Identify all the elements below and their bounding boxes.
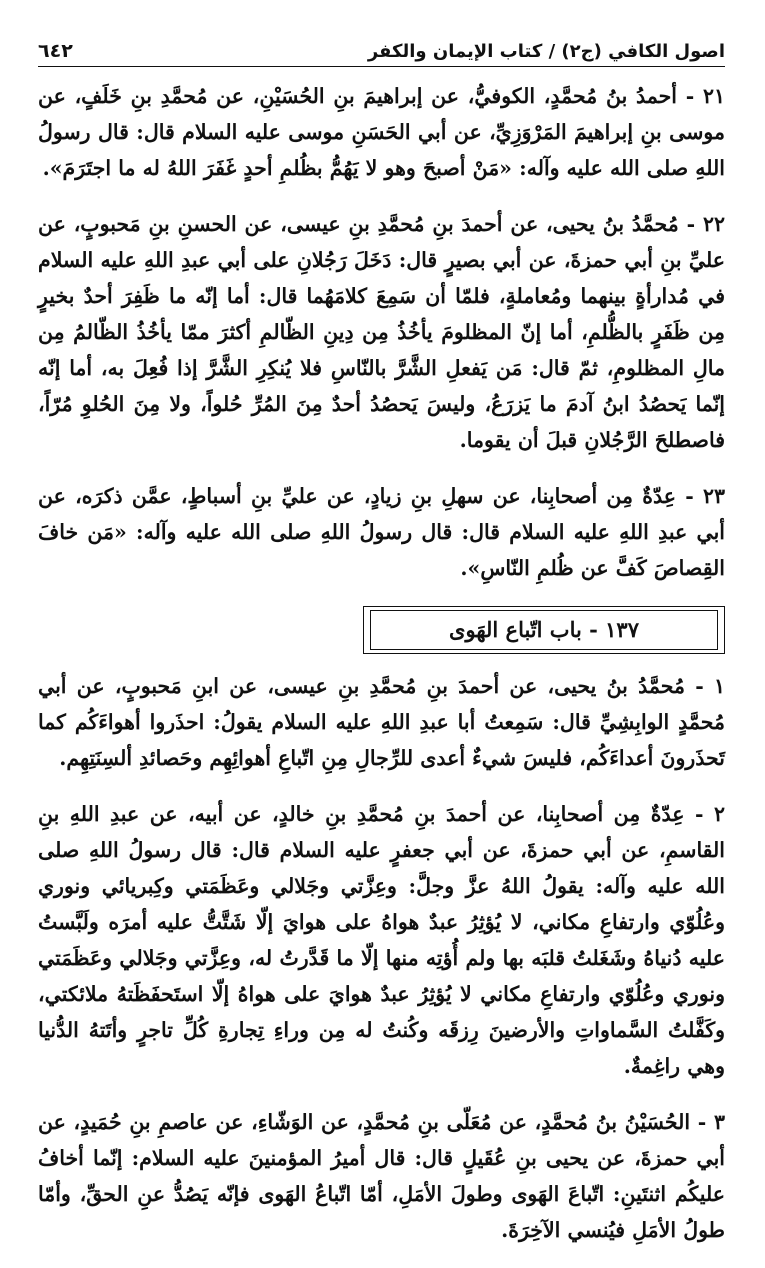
hadith-text: أحمدُ بنُ مُحمَّدٍ، الكوفيُّ، عن إبراهيمَ بنِ الحُسَيْنِ، عن مُحمَّدِ بنِ خَلَفٍ، عن موسى بنِ إبراهيمَ المَرْوَزِيِّ، عن أبي الحَسَنِ موسى عليه السلام قال: قال رسولُ اللهِ صلى الله عليه وآله: «مَنْ أصبحَ وهو لا يَهُمُّ بظُلمِ أحدٍ غَفَرَ اللهُ له ما اجتَرَمَ». [38, 84, 725, 180]
chapter-hadith-3: ٣ - الحُسَيْنُ بنُ مُحمَّدٍ، عن مُعَلّى بنِ مُحمَّدٍ، عن الوَشّاءِ، عن عاصمِ بنِ حُمَيدٍ، عن أبي حمزةَ، عن يحيى بنِ عُقَيلٍ قال: قال أميرُ المؤمنينَ عليه السلام: إنّما أخافُ عليكُم اثنتَينِ: اتّباعَ الهَوى وطولَ الأمَلِ، أمّا اتّباعُ الهَوى فإنّه يَصُدُّ عنِ الحقِّ، وأمّا طولُ الأمَلِ فيُنسي الآخِرَةَ. [38, 1110, 725, 1242]
hadith-text: عِدّةٌ مِن أصحابِنا، عن سهلِ بنِ زيادٍ، عن عليِّ بنِ أسباطٍ، عمَّن ذكرَه، عن أبي عبدِ اللهِ عليه السلام قال: قال رسولُ اللهِ صلى الله عليه وآله: «مَن خافَ القِصاصَ كَفَّ عن ظُلمِ النّاسِ». [38, 484, 725, 580]
hadith-22: ٢٢ - مُحمَّدُ بنُ يحيى، عن أحمدَ بنِ مُحمَّدِ بنِ عيسى، عن الحسنِ بنِ مَحبوبٍ، عن عليِّ بنِ أبي حمزةَ، عن أبي بصيرٍ قال: دَخَلَ رَجُلانِ على أبي عبدِ اللهِ عليه السلام في مُدارأةٍ بينهما ومُعاملةٍ، فلمّا أن سَمِعَ كلامَهُما قال: أما إنّه ما ظَفِرَ أحدٌ بخيرٍ مِن ظَفَرٍ بالظُّلمِ، أما إنّ المظلومَ يأخُذُ مِن دِينِ الظّالمِ أكثرَ ممّا يأخُذُ الظّالمُ مِن مالِ المظلومِ، ثمّ قال: مَن يَفعلِ الشَّرَّ بالنّاسِ فلا يُنكِرِ الشَّرَّ إذا فُعِلَ به، أما إنّه إنّما يَحصُدُ ابنُ آدمَ ما يَزرَعُ، وليسَ يَحصُدُ أحدٌ مِنَ المُرِّ حُلواً، ولا مِنَ الحُلوِ مُرّاً، فاصطلحَ الرَّجُلانِ قبلَ أن يقوما. [38, 212, 725, 452]
hadith-text: الحُسَيْنُ بنُ مُحمَّدٍ، عن مُعَلّى بنِ مُحمَّدٍ، عن الوَشّاءِ، عن عاصمِ بنِ حُمَيدٍ، عن أبي حمزةَ، عن يحيى بنِ عُقَيلٍ قال: قال أميرُ المؤمنينَ عليه السلام: إنّما أخافُ عليكُم اثنتَينِ: اتّباعَ الهَوى وطولَ الأمَلِ، أمّا اتّباعُ الهَوى فإنّه يَصُدُّ عنِ الحقِّ، وأمّا طولُ الأمَلِ فيُنسي الآخِرَةَ. [38, 1110, 725, 1242]
hadith-text: عِدّةٌ مِن أصحابِنا، عن أحمدَ بنِ مُحمَّدِ بنِ خالدٍ، عن أبيه، عن عبدِ اللهِ بنِ القاسمِ، عن أبي حمزةَ، عن أبي جعفرٍ عليه السلام قال: قال رسولُ اللهِ صلى الله عليه وآله: يقولُ اللهُ عزَّ وجلَّ: وعِزَّتي وجَلالي وعَظَمَتي وكِبريائي ونوري وعُلُوّي وارتفاعِ مكاني، لا يُؤثِرُ عبدٌ هواهُ على هوايَ إلّا شَتَّتُّ عليه أمرَه ولَبَّستُ عليه دُنياهُ وشَغَلتُ قلبَه بها ولم أُؤتِه منها إلّا ما قَدَّرتُ له، وعِزَّتي وجَلالي وعَظَمَتي ونوري وعُلُوّي وارتفاعِ مكاني لا يُؤثِرُ عبدٌ هوايَ على هواهُ إلّا استَحفَظَتهُ ملائكتي، وكَفَّلتُ السَّماواتِ والأرضينَ رِزقَه وكُنتُ له مِن وراءِ تِجارةِ كُلِّ تاجرٍ وأتَتهُ الدُّنيا وهي راغِمةٌ. [38, 802, 725, 1078]
hadith-23: ٢٣ - عِدّةٌ مِن أصحابِنا، عن سهلِ بنِ زيادٍ، عن عليِّ بنِ أسباطٍ، عمَّن ذكرَه، عن أبي عبدِ اللهِ عليه السلام قال: قال رسولُ اللهِ صلى الله عليه وآله: «مَن خافَ القِصاصَ كَفَّ عن ظُلمِ النّاسِ». [38, 484, 725, 580]
hadith-number: ١ [713, 674, 725, 698]
hadith-number: ٢ [713, 802, 725, 826]
chapter-heading-frame [363, 606, 725, 654]
hadith-number: ٢١ [702, 84, 725, 108]
running-title: اصول الكافي (ج٢) / كتاب الإيمان والكفر [367, 41, 725, 62]
hadith-21: ٢١ - أحمدُ بنُ مُحمَّدٍ، الكوفيُّ، عن إبراهيمَ بنِ الحُسَيْنِ، عن مُحمَّدِ بنِ خَلَفٍ، عن موسى بنِ إبراهيمَ المَرْوَزِيِّ، عن أبي الحَسَنِ موسى عليه السلام قال: قال رسولُ اللهِ صلى الله عليه وآله: «مَنْ أصبحَ وهو لا يَهُمُّ بظُلمِ أحدٍ غَفَرَ اللهُ له ما اجتَرَمَ». [38, 84, 725, 180]
hadith-number: ٢٢ [702, 212, 725, 236]
hadith-number: ٣ [713, 1110, 725, 1134]
page-header [38, 28, 725, 67]
hadith-text: مُحمَّدُ بنُ يحيى، عن أحمدَ بنِ مُحمَّدِ بنِ عيسى، عن الحسنِ بنِ مَحبوبٍ، عن عليِّ بنِ أبي حمزةَ، عن أبي بصيرٍ قال: دَخَلَ رَجُلانِ على أبي عبدِ اللهِ عليه السلام في مُدارأةٍ بينهما ومُعاملةٍ، فلمّا أن سَمِعَ كلامَهُما قال: أما إنّه ما ظَفِرَ أحدٌ بخيرٍ مِن ظَفَرٍ بالظُّلمِ، أما إنّ المظلومَ يأخُذُ مِن دِينِ الظّالمِ أكثرَ ممّا يأخُذُ الظّالمُ مِن مالِ المظلومِ، ثمّ قال: مَن يَفعلِ الشَّرَّ بالنّاسِ فلا يُنكِرِ الشَّرَّ إذا فُعِلَ به، أما إنّه إنّما يَحصُدُ ابنُ آدمَ ما يَزرَعُ، وليسَ يَحصُدُ أحدٌ مِنَ المُرِّ حُلواً، ولا مِنَ الحُلوِ مُرّاً، فاصطلحَ الرَّجُلانِ قبلَ أن يقوما. [38, 212, 725, 452]
page-content [38, 78, 725, 1268]
chapter-title: ١٣٧ - باب اتّباع الهَوى [370, 610, 718, 650]
chapter-hadith-1: ١ - مُحمَّدُ بنُ يحيى، عن أحمدَ بنِ مُحمَّدِ بنِ عيسى، عن ابنِ مَحبوبٍ، عن أبي مُحمَّدٍ الوابِشِيِّ قال: سَمِعتُ أبا عبدِ اللهِ عليه السلام يقولُ: احذَروا أهواءَكُم كما تَحذَرونَ أعداءَكُم، فليسَ شيءٌ أعدى للرِّجالِ مِنِ اتّباعِ أهوائِهِم وحَصائدِ ألسِنَتِهِم. [38, 674, 725, 770]
hadith-text: مُحمَّدُ بنُ يحيى، عن أحمدَ بنِ مُحمَّدِ بنِ عيسى، عن ابنِ مَحبوبٍ، عن أبي مُحمَّدٍ الوابِشِيِّ قال: سَمِعتُ أبا عبدِ اللهِ عليه السلام يقولُ: احذَروا أهواءَكُم كما تَحذَرونَ أعداءَكُم، فليسَ شيءٌ أعدى للرِّجالِ مِنِ اتّباعِ أهوائِهِم وحَصائدِ ألسِنَتِهِم. [38, 674, 725, 770]
chapter-hadith-2: ٢ - عِدّةٌ مِن أصحابِنا، عن أحمدَ بنِ مُحمَّدِ بنِ خالدٍ، عن أبيه، عن عبدِ اللهِ بنِ القاسمِ، عن أبي حمزةَ، عن أبي جعفرٍ عليه السلام قال: قال رسولُ اللهِ صلى الله عليه وآله: يقولُ اللهُ عزَّ وجلَّ: وعِزَّتي وجَلالي وعَظَمَتي وكِبريائي ونوري وعُلُوّي وارتفاعِ مكاني، لا يُؤثِرُ عبدٌ هواهُ على هوايَ إلّا شَتَّتُّ عليه أمرَه ولَبَّستُ عليه دُنياهُ وشَغَلتُ قلبَه بها ولم أُؤتِه منها إلّا ما قَدَّرتُ له، وعِزَّتي وجَلالي وعَظَمَتي ونوري وعُلُوّي وارتفاعِ مكاني لا يُؤثِرُ عبدٌ هوايَ على هواهُ إلّا استَحفَظَتهُ ملائكتي، وكَفَّلتُ السَّماواتِ والأرضينَ رِزقَه وكُنتُ له مِن وراءِ تِجارةِ كُلِّ تاجرٍ وأتَتهُ الدُّنيا وهي راغِمةٌ. [38, 802, 725, 1078]
page-number: ٦٤٢ [38, 40, 73, 62]
hadith-number: ٢٣ [702, 484, 725, 508]
chapter-heading [38, 606, 725, 654]
